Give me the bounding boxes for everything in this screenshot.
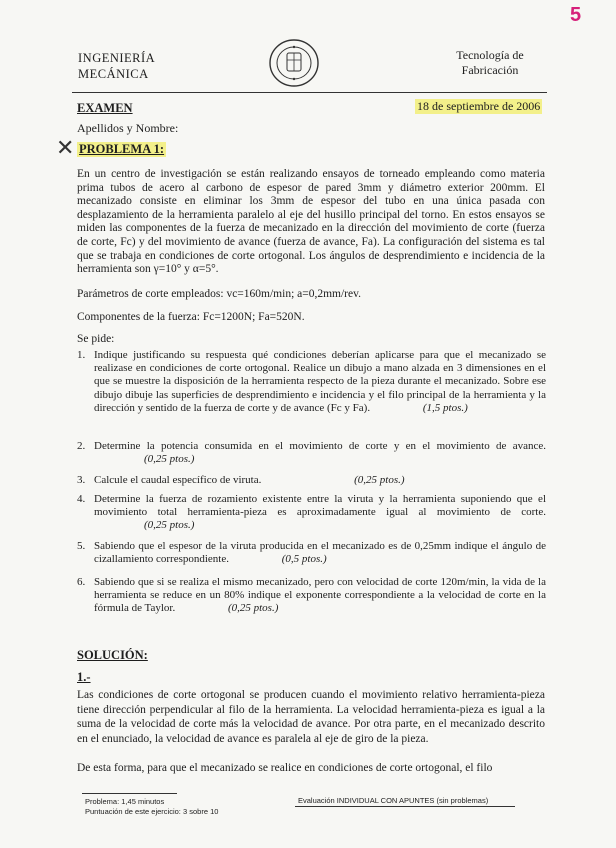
check-mark-icon: ✕ [56, 136, 75, 161]
question-item [77, 540, 547, 568]
footer-evaluation: Evaluación INDIVIDUAL CON APUNTES (sin problemas) [298, 796, 489, 805]
solution-paragraph: Las condiciones de corte ortogonal se producen cuando el movimiento relativo herramienta-pieza tiene dirección perpendicular al filo de la herramienta. La velocidad herramienta-pieza es igual a la suma de la velocidad de corte más la velocidad de avance. Por otra parte, en el mecanizado descrito en el enunciado, la velocidad de avance es paralela al eje de giro de la pieza. [77, 689, 545, 745]
solution-title: SOLUCIÓN: [77, 648, 148, 662]
question-number: 5. [77, 540, 86, 552]
footer-left [85, 797, 218, 817]
header-dept-line2: MECÁNICA [78, 67, 149, 81]
header-department [78, 50, 155, 82]
question-points: (0,5 ptos.) [281, 553, 327, 566]
university-seal-icon [268, 38, 320, 88]
page-number: 5 [570, 4, 582, 26]
exam-title: EXAMEN [77, 101, 133, 115]
problem-statement: En un centro de investigación se están realizando ensayos de torneado empleando como materia prima tubos de acero al carbono de espesor de pared 3mm y diámetro exterior 200mm. El mecanizado consiste en eliminar los 3mm de espesor del tubo en una única pasada con desplazamiento de la herramienta paralelo al eje del husillo principal del torno. En estos ensayos se miden las componentes de la fuerza de mecanizado en la dirección del movimiento de corte (fuerza de corte, Fc) y del movimiento de avance (fuerza de avance, Fa). La configuración del sistema es tal que se trabaja en condiciones de corte ortogonal. Los ángulos de desprendimiento e incidencia de la herramienta son γ=10° y α=5°. [77, 168, 545, 276]
question-number: 1. [77, 349, 86, 361]
header-course [445, 48, 535, 78]
solution-subtitle: 1.- [77, 670, 91, 684]
footer-time: Problema: 1,45 minutos [85, 797, 165, 806]
question-number: 3. [77, 474, 86, 486]
problem-title: PROBLEMA 1: [79, 142, 165, 156]
exam-date: 18 de septiembre de 2006 [417, 99, 541, 113]
questions-intro: Se pide: [77, 333, 115, 345]
question-item [77, 493, 547, 535]
header-course-line2: Fabricación [461, 63, 519, 77]
question-text: Indique justificando su respuesta qué condiciones deberían aplicarse para que el mecanizado se realizase en condiciones de corte ortogonal. Realice un dibujo a mano alzada en 3 dimensiones en el que se muestre la disposición de la herramienta respecto de la pieza durante el mecanizado. Sobre ese dibujo dibuje las superficies de desprendimiento e incidencia y el filo principal de la herramienta y la dirección y sentido de la fuerza de corte y de avance (Fc y Fa). [94, 349, 546, 414]
force-components: Componentes de la fuerza: Fc=1200N; Fa=520N. [77, 311, 305, 323]
footer-divider [82, 793, 177, 794]
footer-divider-right [295, 806, 515, 807]
question-text: Determine la fuerza de rozamiento existente entre la viruta y la herramienta suponiendo que el movimiento total herramienta-pieza es aproximadamente igual al movimiento de corte. [94, 493, 546, 519]
question-number: 2. [77, 440, 86, 452]
question-number: 4. [77, 493, 86, 505]
question-points: (0,25 ptos.) [144, 519, 195, 532]
question-points: (0,25 ptos.) [144, 453, 195, 466]
question-item [77, 349, 547, 431]
question-number: 6. [77, 576, 86, 588]
question-text: Calcule el caudal específico de viruta. [94, 474, 262, 486]
solution-paragraph-cont: De esta forma, para que el mecanizado se realice en condiciones de corte ortogonal, el filo [77, 762, 493, 774]
question-text: Sabiendo que el espesor de la viruta producida en el mecanizado es de 0,25mm indique el ángulo de cizallamiento correspondiente. [94, 540, 546, 566]
names-label: Apellidos y Nombre: [77, 121, 179, 135]
header-dept-line1: INGENIERÍA [78, 51, 156, 65]
question-points: (0,25 ptos.) [354, 474, 405, 486]
header-course-line1: Tecnología de [456, 48, 524, 62]
question-points: (1,5 ptos.) [422, 401, 468, 414]
footer-score: Puntuación de este ejercicio: 3 sobre 10 [85, 807, 219, 816]
question-text: Determine la potencia consumida en el movimiento de corte y en el movimiento de avance. [94, 440, 546, 452]
question-item [77, 440, 547, 468]
question-text: Sabiendo que si se realiza el mismo mecanizado, pero con velocidad de corte 120m/min, la vida de la herramienta se reduce en un 80% indique el exponente correspondiente a la velocidad de corte en la fórmula de Taylor. [94, 576, 546, 615]
question-item [77, 474, 547, 490]
question-points: (0,25 ptos.) [227, 602, 279, 615]
header-divider [72, 92, 547, 93]
cutting-parameters: Parámetros de corte empleados: vc=160m/min; a=0,2mm/rev. [77, 288, 361, 300]
question-item [77, 576, 547, 618]
